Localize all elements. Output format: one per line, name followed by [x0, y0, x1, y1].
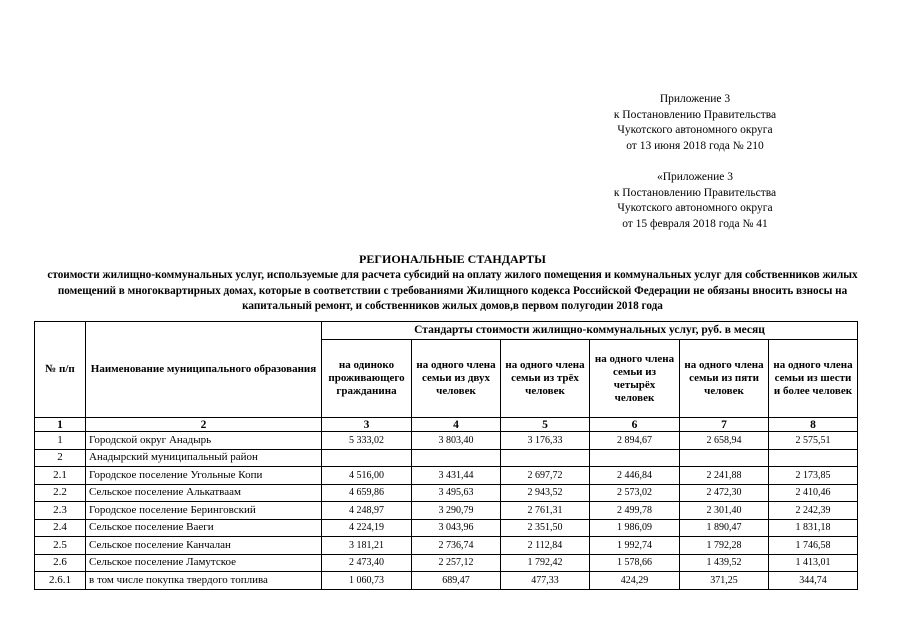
sub-header: на одного члена семьи из трёх человек: [501, 340, 590, 418]
annex-line: от 15 февраля 2018 года № 41: [622, 217, 768, 230]
column-index: 8: [769, 418, 858, 432]
standard-value: 1 746,58: [769, 537, 858, 555]
sub-header: на одного члена семьи из шести и более человек: [769, 340, 858, 418]
standard-value: 2 112,84: [501, 537, 590, 555]
municipality-name: Сельское поселение Канчалан: [86, 537, 322, 555]
sub-header: на одного члена семьи из пяти человек: [680, 340, 769, 418]
standard-value: 1 060,73: [322, 572, 412, 590]
standard-value: 4 224,19: [322, 519, 412, 537]
column-index: 1: [35, 418, 86, 432]
standard-value: 2 173,85: [769, 467, 858, 485]
column-index: 7: [680, 418, 769, 432]
municipality-name: Городское поселение Угольные Копи: [86, 467, 322, 485]
standard-value: 2 472,30: [680, 484, 769, 502]
standards-table: [34, 321, 858, 590]
standard-value: 2 446,84: [590, 467, 680, 485]
table-row: [35, 554, 858, 572]
standard-value: 3 803,40: [412, 432, 501, 450]
annex-reference-current: [580, 92, 810, 154]
standard-value: 2 736,74: [412, 537, 501, 555]
standard-value: 3 181,21: [322, 537, 412, 555]
standard-value: 2 351,50: [501, 519, 590, 537]
annex-reference-previous: [580, 170, 810, 232]
column-index: 6: [590, 418, 680, 432]
standard-value: 4 516,00: [322, 467, 412, 485]
sub-header: на одиноко проживающего гражданина: [322, 340, 412, 418]
document-title: РЕГИОНАЛЬНЫЕ СТАНДАРТЫ: [359, 252, 546, 266]
standard-value: 1 992,74: [590, 537, 680, 555]
header-standards-group: Стандарты стоимости жилищно-коммунальных услуг, руб. в месяц: [322, 322, 858, 340]
standard-value: 1 792,42: [501, 554, 590, 572]
sub-header: на одного члена семьи из двух человек: [412, 340, 501, 418]
table-row: [35, 449, 858, 467]
standard-value: 2 241,88: [680, 467, 769, 485]
standard-value: [412, 449, 501, 467]
annex-line: Приложение 3: [659, 93, 731, 105]
standard-value: 2 943,52: [501, 484, 590, 502]
row-number: 2.2: [35, 484, 86, 502]
standard-value: 371,25: [680, 572, 769, 590]
column-index: 3: [322, 418, 412, 432]
standard-value: 1 792,28: [680, 537, 769, 555]
standard-value: 3 495,63: [412, 484, 501, 502]
standard-value: 3 043,96: [412, 519, 501, 537]
column-index: 2: [86, 418, 322, 432]
standard-value: 1 890,47: [680, 519, 769, 537]
standard-value: 689,47: [412, 572, 501, 590]
annex-line: Чукотского автономного округа: [617, 124, 773, 136]
standard-value: [769, 449, 858, 467]
municipality-name: Сельское поселение Ламутское: [86, 554, 322, 572]
standard-value: 3 290,79: [412, 502, 501, 520]
table-row: [35, 467, 858, 485]
table-row: [35, 432, 858, 450]
row-number: 2.4: [35, 519, 86, 537]
column-index: 4: [412, 418, 501, 432]
row-number: 2.5: [35, 537, 86, 555]
column-index-row: [35, 418, 858, 432]
standard-value: 1 439,52: [680, 554, 769, 572]
standard-value: 2 761,31: [501, 502, 590, 520]
sub-header: на одного члена семьи из четырёх человек: [590, 340, 680, 418]
municipality-name: Городское поселение Беринговский: [86, 502, 322, 520]
municipality-name: Сельское поселение Алькатваам: [86, 484, 322, 502]
standard-value: 5 333,02: [322, 432, 412, 450]
row-number: 2.1: [35, 467, 86, 485]
document-subtitle: стоимости жилищно-коммунальных услуг, используемые для расчета субсидий на оплату жилого помещения и коммунальных услуг для собственников жилых помещений в многоквартирных домах, которые в соответствии с требованиями Жилищного кодекса Российской Федерации не обязаны вносить взносы на капитальный ремонт, и собственников жилых домов,в первом полугодии 2018 года: [47, 269, 858, 312]
standard-value: 1 986,09: [590, 519, 680, 537]
table-row: [35, 502, 858, 520]
header-number: № п/п: [35, 322, 86, 418]
table-row: [35, 519, 858, 537]
standard-value: [680, 449, 769, 467]
row-number: 2: [35, 449, 86, 467]
standard-value: 2 301,40: [680, 502, 769, 520]
municipality-name: Анадырский муниципальный район: [86, 449, 322, 467]
standard-value: 4 659,86: [322, 484, 412, 502]
standard-value: 2 410,46: [769, 484, 858, 502]
standard-value: 3 176,33: [501, 432, 590, 450]
standard-value: 2 658,94: [680, 432, 769, 450]
standard-value: 2 499,78: [590, 502, 680, 520]
standard-value: 4 248,97: [322, 502, 412, 520]
annex-line: от 13 июня 2018 года № 210: [626, 139, 764, 152]
standard-value: 1 413,01: [769, 554, 858, 572]
standard-value: [501, 449, 590, 467]
standard-value: 3 431,44: [412, 467, 501, 485]
standard-value: 424,29: [590, 572, 680, 590]
header-municipality: Наименование муниципального образования: [86, 322, 322, 418]
municipality-name: Городской округ Анадырь: [86, 432, 322, 450]
standard-value: 2 242,39: [769, 502, 858, 520]
table-row: [35, 484, 858, 502]
annex-line: Чукотского автономного округа: [617, 202, 773, 214]
row-number: 2.6.1: [35, 572, 86, 590]
standard-value: [322, 449, 412, 467]
annex-line: к Постановлению Правительства: [613, 186, 777, 199]
column-index: 5: [501, 418, 590, 432]
annex-line: «Приложение 3: [656, 171, 734, 183]
standard-value: [590, 449, 680, 467]
standard-value: 2 257,12: [412, 554, 501, 572]
standard-value: 1 831,18: [769, 519, 858, 537]
standard-value: 1 578,66: [590, 554, 680, 572]
table-row: [35, 537, 858, 555]
row-number: 2.6: [35, 554, 86, 572]
standard-value: 2 573,02: [590, 484, 680, 502]
municipality-name: в том числе покупка твердого топлива: [86, 572, 322, 590]
standard-value: 2 473,40: [322, 554, 412, 572]
standard-value: 2 894,67: [590, 432, 680, 450]
standard-value: 2 575,51: [769, 432, 858, 450]
standard-value: 344,74: [769, 572, 858, 590]
municipality-name: Сельское поселение Ваеги: [86, 519, 322, 537]
standard-value: 477,33: [501, 572, 590, 590]
table-row: [35, 572, 858, 590]
row-number: 1: [35, 432, 86, 450]
standard-value: 2 697,72: [501, 467, 590, 485]
row-number: 2.3: [35, 502, 86, 520]
annex-line: к Постановлению Правительства: [613, 108, 777, 121]
